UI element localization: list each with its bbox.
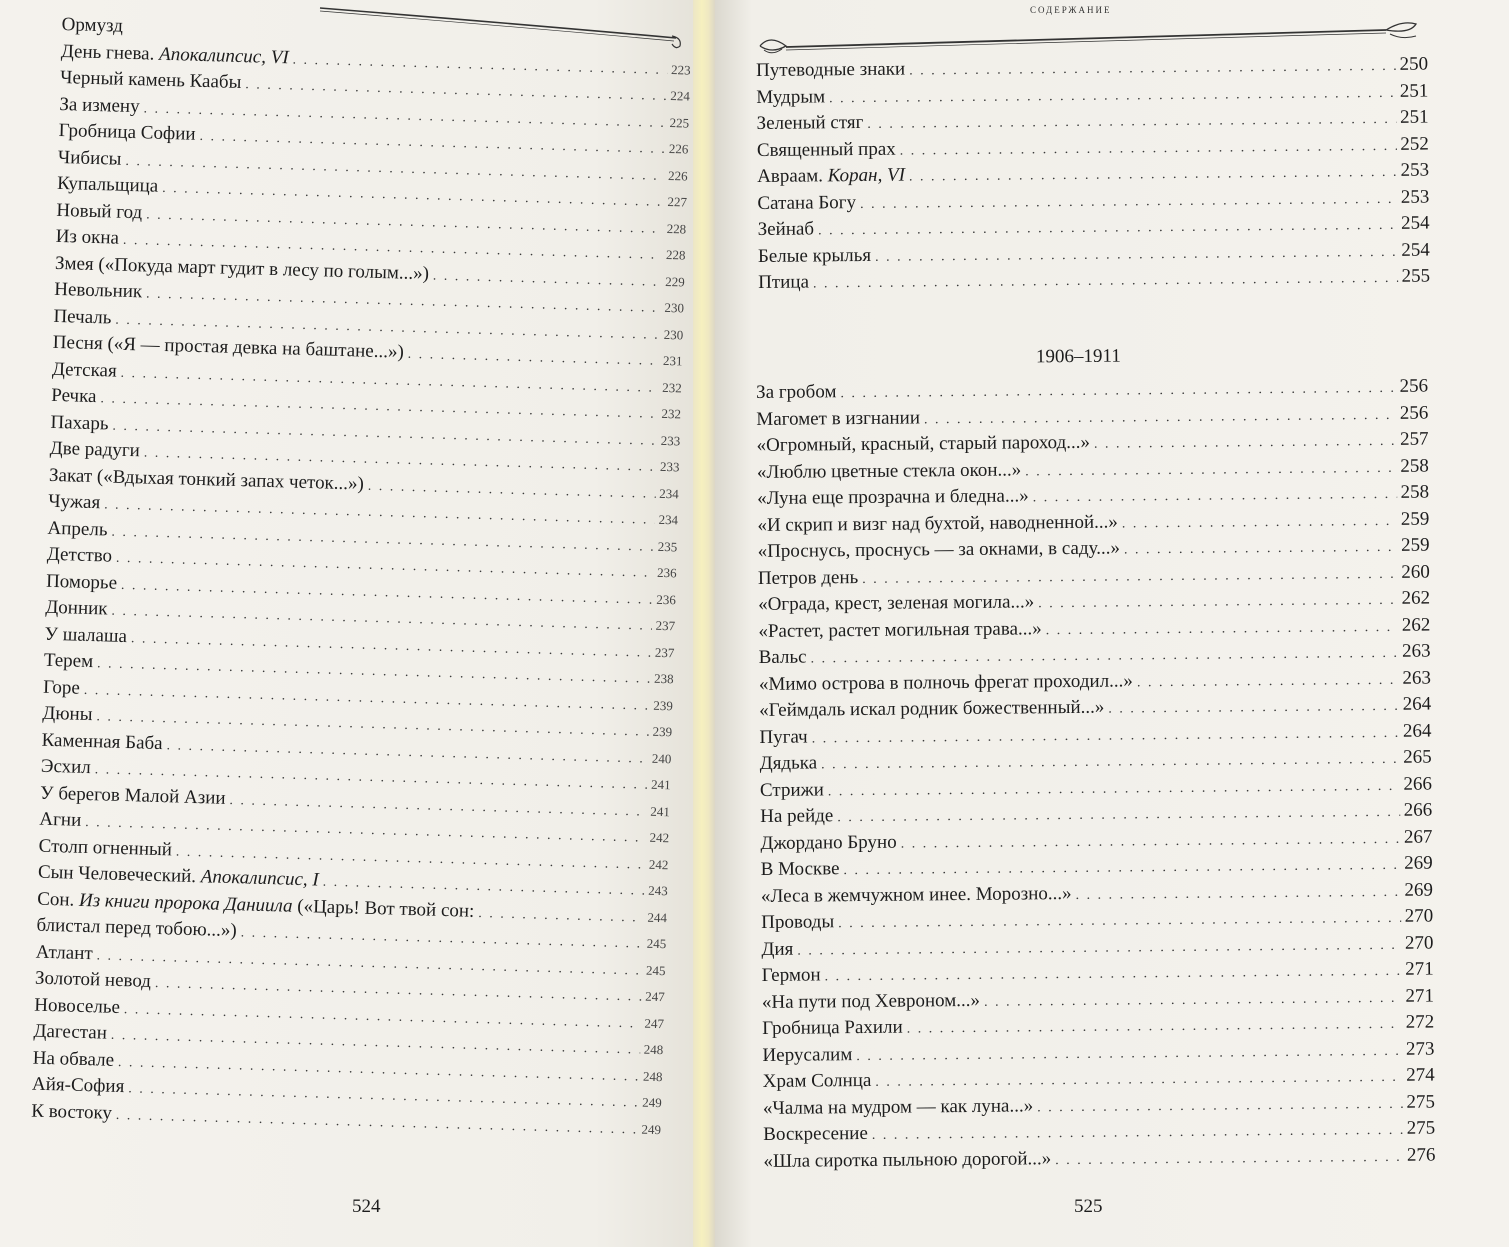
- toc-entry-title: День гнева. Апокалипсис, VI: [60, 40, 289, 68]
- toc-entry-title: Две радуги: [49, 437, 141, 462]
- toc-entry-title: Печаль: [53, 305, 112, 328]
- toc-entry-page: 257: [1399, 428, 1429, 450]
- toc-entry-page: 228: [665, 246, 686, 263]
- toc-entry-title: Чибисы: [57, 146, 122, 170]
- toc-entry-title: Атлант: [35, 941, 94, 964]
- toc-entry: [757, 427, 1429, 460]
- toc-entry: [757, 105, 1429, 138]
- toc-entry-page: 272: [1405, 1011, 1435, 1033]
- toc-entry-title: Агни: [39, 808, 82, 831]
- toc-entry-page: 224: [670, 88, 691, 104]
- toc-entry-page: 248: [642, 1068, 663, 1084]
- dot-leader: [1038, 588, 1398, 618]
- toc-entry-page: 225: [669, 114, 690, 131]
- toc-entry-page: 233: [660, 432, 681, 448]
- toc-entry-page: 230: [664, 299, 685, 316]
- toc-entry-title: Сон. Из книги пророка Даниила («Царь! Вот твой сон:: [36, 888, 475, 922]
- toc-entry-title: Магомет в изгнании: [756, 406, 921, 430]
- toc-entry-title: Гробница Софии: [58, 119, 196, 145]
- toc-entry-page: 239: [653, 697, 674, 713]
- toc-entry-page: 241: [650, 803, 671, 819]
- toc-entry: [762, 983, 1434, 1016]
- toc-entry-title: Белые крылья: [757, 244, 872, 267]
- toc-entry-title: Джордано Бруно: [760, 831, 897, 854]
- toc-entry-title: Проводы: [761, 911, 835, 933]
- toc-entry-page: 236: [656, 564, 677, 581]
- toc-entry-page: 273: [1405, 1038, 1435, 1060]
- toc-entry-page: 250: [1399, 53, 1429, 75]
- dot-leader: [984, 985, 1402, 1016]
- toc-entry-page: 236: [656, 591, 677, 607]
- toc-entry-title: Мудрым: [756, 85, 826, 108]
- toc-entry: [763, 1089, 1435, 1122]
- toc-entry-page: 244: [647, 909, 668, 925]
- toc-entry-page: 271: [1405, 958, 1434, 980]
- toc-entry-page: 233: [659, 458, 680, 475]
- dot-leader: [1124, 535, 1397, 564]
- toc-entry-page: 264: [1402, 720, 1432, 742]
- dot-leader: [1108, 694, 1399, 723]
- toc-entry-title: Ормузд: [61, 13, 124, 37]
- toc-entry: [763, 1063, 1435, 1096]
- toc-entry-title: Змея («Покуда март гудит в лесу по голым...»): [54, 252, 430, 284]
- dot-leader: [1122, 508, 1397, 537]
- toc-entry-page: 267: [1403, 826, 1433, 848]
- toc-entry-title: К востоку: [31, 1100, 113, 1124]
- toc-entry-title: Терем: [43, 649, 94, 673]
- toc-entry-page: 262: [1401, 587, 1431, 609]
- toc-entry-page: 259: [1401, 534, 1430, 556]
- toc-entry-page: 263: [1402, 667, 1431, 689]
- toc-entry-title: Пахарь: [50, 411, 109, 434]
- toc-entry: [756, 400, 1428, 433]
- toc-entry: [763, 1142, 1435, 1175]
- toc-entry-page: 265: [1403, 746, 1432, 768]
- toc-entry-page: 245: [645, 962, 666, 978]
- toc-entry-page: 256: [1399, 402, 1429, 424]
- toc-entry-page: 270: [1404, 905, 1434, 927]
- toc-entry-title: Сатана Богу: [757, 191, 857, 214]
- toc-entry-page: 234: [658, 511, 679, 528]
- toc-entry-title: блистал перед тобою...»): [36, 914, 238, 942]
- toc-entry-title: Поморье: [45, 570, 118, 594]
- toc-entry-title: У шалаша: [44, 623, 128, 647]
- toc-entry: [758, 559, 1430, 592]
- toc-entry-title: «Ограда, крест, зеленая могила...»: [758, 591, 1035, 615]
- toc-entry-page: 231: [662, 352, 683, 369]
- toc-entry-page: 234: [659, 485, 680, 501]
- toc-entry-page: 252: [1400, 133, 1429, 155]
- toc-entry-page: 228: [666, 220, 687, 237]
- toc-entry-page: 256: [1399, 375, 1429, 397]
- toc-entry: [757, 184, 1429, 217]
- toc-entry-title: Гробница Рахили: [762, 1016, 903, 1039]
- toc-entry-page: 247: [644, 1015, 665, 1031]
- toc-entry-page: 259: [1400, 508, 1430, 530]
- toc-entry-title: Из окна: [55, 225, 120, 249]
- toc-entry: [759, 665, 1431, 698]
- toc-entry: [758, 237, 1430, 270]
- toc-entry-title: Дия: [761, 938, 794, 960]
- toc-entry-page: 249: [642, 1094, 662, 1111]
- dot-leader: [1037, 1091, 1403, 1121]
- toc-entry-title: Иерусалим: [762, 1043, 853, 1066]
- toc-entry-page: 243: [647, 882, 668, 899]
- toc-entry-title: Донник: [45, 596, 108, 620]
- toc-entry-title: «Чалма на мудром — как луна...»: [762, 1094, 1034, 1119]
- toc-entry-title: Апрель: [47, 517, 108, 540]
- toc-entry-title: За гробом: [756, 381, 837, 403]
- toc-entry-title: Детская: [51, 358, 118, 382]
- toc-entry-page: 271: [1405, 985, 1435, 1007]
- toc-entry-title: Стрижи: [759, 778, 824, 801]
- toc-entry-title: «Огромный, красный, старый пароход...»: [756, 431, 1091, 456]
- toc-entry-title: Воскресение: [763, 1122, 868, 1145]
- toc-entry-title: Речка: [50, 384, 97, 408]
- toc-entry-title: Сын Человеческий. Апокалипсис, I: [37, 861, 320, 891]
- toc-entry: [757, 480, 1429, 513]
- toc-list-right-bottom: [756, 374, 1436, 1175]
- toc-entry-title: На обвале: [32, 1047, 115, 1071]
- toc-entry-page: 258: [1400, 455, 1429, 477]
- toc-entry-title: «Мимо острова в полночь фрегат проходил...»: [758, 669, 1133, 695]
- toc-entry-title: Петров день: [757, 566, 859, 589]
- toc-entry-page: 232: [662, 379, 682, 395]
- toc-entry-title: На рейде: [760, 805, 834, 827]
- toc-entry-page: 251: [1399, 106, 1429, 128]
- toc-entry-page: 275: [1406, 1117, 1436, 1139]
- toc-entry-page: 247: [645, 988, 665, 1005]
- toc-entry-title: Айя-София: [31, 1073, 125, 1098]
- running-head: содержание: [1030, 1, 1112, 16]
- toc-entry-title: Пугач: [759, 726, 808, 748]
- dot-leader: [813, 266, 1398, 298]
- page-number-right: 525: [1074, 1196, 1103, 1217]
- toc-entry-page: 248: [643, 1041, 664, 1058]
- toc-entry-page: 232: [661, 405, 682, 422]
- toc-entry-title: «Леса в жемчужном инее. Морозно...»: [760, 882, 1072, 907]
- toc-entry-page: 245: [646, 935, 667, 952]
- toc-entry-title: Невольник: [53, 278, 143, 303]
- toc-entry-title: Вальс: [758, 646, 807, 668]
- toc-entry: [762, 1010, 1434, 1043]
- toc-entry-page: 241: [650, 776, 671, 793]
- toc-entry-page: 253: [1400, 186, 1430, 208]
- toc-entry-page: 275: [1406, 1091, 1436, 1113]
- toc-entry: [756, 374, 1428, 407]
- toc-entry-title: Горе: [42, 676, 81, 699]
- toc-list-right-top: [756, 52, 1430, 297]
- toc-entry-page: 237: [655, 617, 676, 634]
- toc-entry-title: Путеводные знаки: [756, 58, 906, 81]
- toc-entry-page: 230: [663, 326, 684, 342]
- toc-entry-title: Каменная Баба: [41, 729, 163, 754]
- toc-entry-page: 263: [1402, 640, 1431, 662]
- toc-entry: [758, 533, 1430, 566]
- toc-entry-page: 242: [648, 856, 669, 872]
- toc-entry-title: Черный камень Каабы: [59, 66, 242, 94]
- toc-entry: [763, 1116, 1435, 1149]
- dot-leader: [1046, 614, 1398, 644]
- toc-entry-title: «Люблю цветные стекла окон...»: [756, 458, 1022, 483]
- toc-entry: [758, 586, 1430, 619]
- toc-entry-page: 223: [670, 61, 691, 78]
- page-number-left: 524: [352, 1196, 381, 1217]
- toc-entry-page: 266: [1403, 773, 1433, 795]
- toc-entry-page: 226: [667, 167, 688, 184]
- toc-entry-page: 227: [667, 193, 688, 210]
- toc-entry-page: 255: [1401, 265, 1431, 287]
- toc-entry: [758, 612, 1430, 645]
- toc-entry-title: Авраам. Коран, VI: [757, 164, 906, 187]
- toc-entry-page: 240: [651, 750, 672, 766]
- dot-leader: [1033, 482, 1397, 512]
- toc-entry-page: 254: [1401, 212, 1430, 234]
- toc-entry-title: Чужая: [48, 490, 101, 514]
- toc-entry-page: 276: [1406, 1144, 1436, 1166]
- toc-entry-title: Новый год: [56, 199, 143, 223]
- toc-entry-page: 238: [653, 670, 674, 687]
- dot-leader: [1137, 667, 1399, 696]
- toc-entry-title: Птица: [758, 271, 810, 293]
- toc-entry-title: Новоселье: [33, 994, 121, 1018]
- toc-entry: [760, 824, 1432, 857]
- toc-entry-page: 258: [1400, 481, 1430, 503]
- toc-entry-page: 254: [1401, 239, 1430, 261]
- toc-entry-title: Столп огненный: [38, 835, 173, 860]
- toc-entry-title: Дагестан: [33, 1020, 108, 1044]
- toc-entry-page: 274: [1406, 1064, 1435, 1086]
- toc-entry-title: «Луна еще прозрачна и бледна...»: [757, 485, 1029, 509]
- dot-leader: [1055, 1144, 1403, 1174]
- toc-entry-page: 226: [668, 141, 689, 157]
- toc-entry: [757, 131, 1429, 164]
- toc-entry: [757, 453, 1429, 486]
- book-gutter: [693, 0, 715, 1247]
- toc-entry-title: Купальщица: [56, 172, 159, 197]
- toc-entry: [757, 158, 1429, 191]
- toc-entry-page: 262: [1401, 614, 1431, 636]
- toc-entry-title: Священный прах: [756, 138, 896, 161]
- toc-entry-page: 269: [1404, 852, 1433, 874]
- toc-entry-title: Храм Солнца: [762, 1069, 872, 1092]
- toc-list-left: [31, 12, 692, 1142]
- toc-entry-title: Дюны: [42, 702, 93, 726]
- toc-entry-title: У берегов Малой Азии: [39, 782, 226, 809]
- toc-entry-title: Детство: [46, 543, 113, 567]
- toc-entry-title: Зейнаб: [757, 218, 815, 240]
- section-heading: 1906–1911: [1035, 345, 1121, 368]
- toc-entry-title: Эсхил: [40, 755, 92, 779]
- toc-entry-title: «И скрип и визг над бухтой, наводненной...»: [757, 511, 1118, 536]
- toc-entry-page: 260: [1401, 561, 1430, 583]
- toc-entry-page: 264: [1402, 693, 1432, 715]
- toc-entry: [756, 52, 1428, 85]
- toc-entry-title: «Шла сиротка пыльною дорогой...»: [763, 1147, 1052, 1172]
- toc-entry-title: За измену: [59, 93, 140, 117]
- toc-entry-page: 270: [1404, 932, 1434, 954]
- toc-entry-page: 242: [649, 829, 670, 846]
- toc-entry-page: 249: [641, 1121, 662, 1137]
- toc-entry-page: 269: [1404, 879, 1434, 901]
- toc-entry-title: «Проснусь, проснусь — за окнами, в саду...»: [757, 537, 1121, 562]
- toc-entry-page: 253: [1400, 159, 1430, 181]
- toc-entry-title: Закат («Вдыхая тонкий запах четок...»): [48, 464, 365, 495]
- toc-entry-page: 266: [1403, 799, 1433, 821]
- toc-entry-title: Дядька: [759, 752, 818, 774]
- toc-entry-page: 235: [657, 538, 678, 554]
- toc-entry-page: 229: [665, 273, 685, 289]
- toc-entry-page: 251: [1399, 80, 1429, 102]
- toc-entry-title: Золотой невод: [34, 967, 152, 992]
- toc-entry-title: «На пути под Хевроном...»: [761, 989, 981, 1013]
- toc-entry-title: В Москве: [760, 858, 840, 880]
- dot-leader: [1094, 429, 1396, 458]
- toc-entry-page: 239: [652, 723, 673, 740]
- toc-entry-title: «Растет, растет могильная трава...»: [758, 617, 1042, 642]
- toc-entry-title: Песня («Я — простая девка на баштане...»): [52, 331, 405, 363]
- toc-entry-title: «Геймдаль искал родник божественный...»: [759, 696, 1105, 721]
- toc-entry: [757, 506, 1429, 539]
- toc-entry-title: Зеленый стяг: [756, 111, 864, 134]
- dot-leader: [1025, 455, 1396, 485]
- toc-entry: [759, 692, 1431, 725]
- toc-entry-page: 237: [654, 644, 675, 660]
- toc-entry-title: Гермон: [761, 964, 821, 986]
- toc-entry: [761, 877, 1433, 910]
- dot-leader: [1075, 879, 1400, 909]
